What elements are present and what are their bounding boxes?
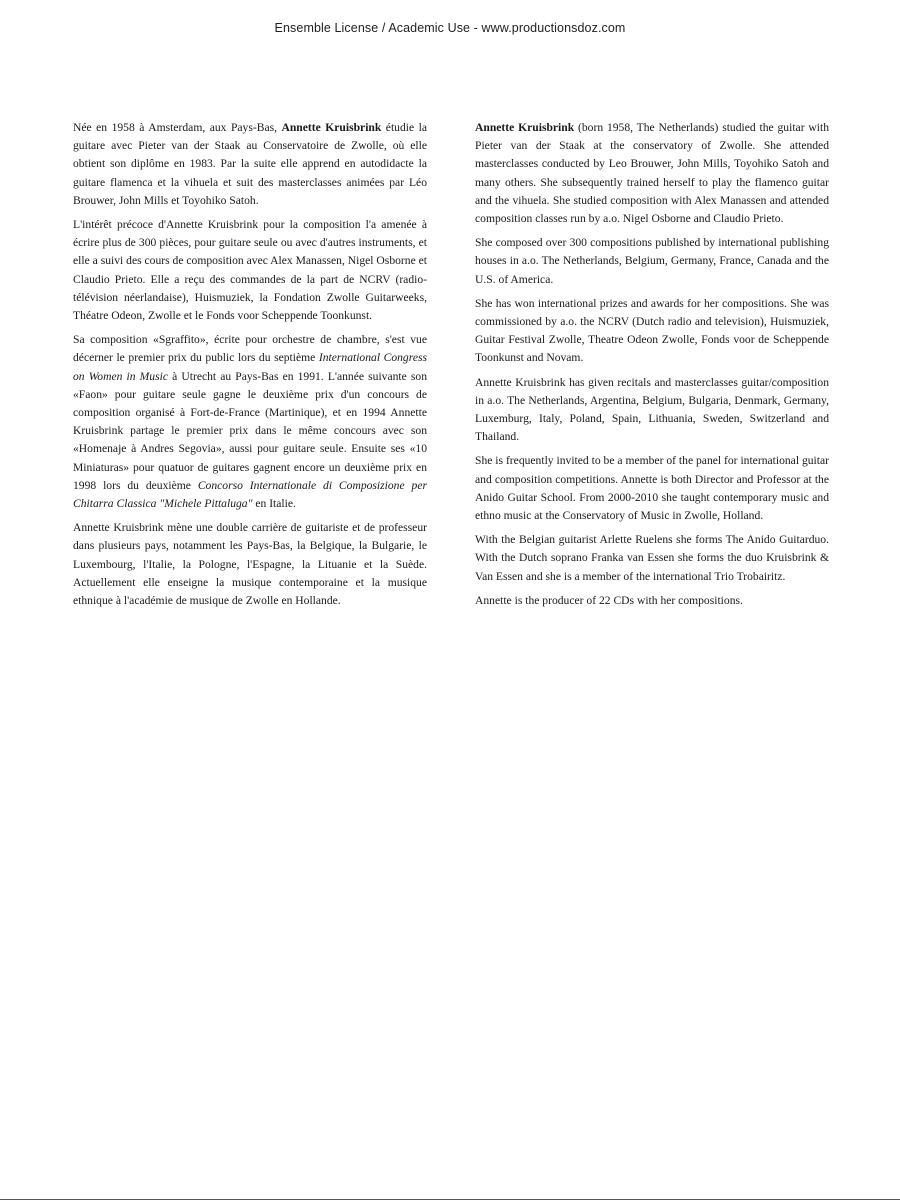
concorso-title: Concorso Internationale di Composizione per Chitarra Classica "Michele Pittaluga"	[73, 478, 427, 511]
english-paragraph-2: She composed over 300 compositions published by international publishing houses in a.o. The Netherlands, Belgium, Germany, France, Canada and the U.S. of America.	[475, 236, 829, 286]
french-paragraph-2: L'intérêt précoce d'Annette Kruisbrink pour la composition l'a amenée à écrire plus de 300 pièces, pour guitare seule ou avec d'autres instruments, et elle a suivi des cours de composition avec Alex Manassen, Nigel Osborne et Claudio Prieto. Elle a reçu des commandes de la part de NCRV (radio-télévision néerlandaise), Huismuziek, la Fondation Zwolle Guitarweeks, Théatre Odeon, Zwolle et le Fonds voor Scheppende Toonkunst.	[73, 218, 427, 323]
english-p1-body: (born 1958, The Netherlands) studied the guitar with Pieter van der Staak at the conservatory of Zwolle. She attended masterclasses conducted by Leo Brouwer, John Mills, Toyohiko Satoh and many others. She subsequently trained herself to play the flamenco guitar and the vihuela. She studied composition with Alex Manassen and attended composition classes run by a.o. Nigel Osborne and Claudio Prieto.	[475, 121, 829, 226]
french-p3-end: en Italie.	[252, 497, 296, 511]
english-paragraph-1	[475, 119, 829, 228]
french-p1-intro: Née en 1958 à Amsterdam, aux Pays-Bas,	[73, 121, 282, 134]
french-paragraph-1	[73, 119, 427, 210]
french-paragraph-3	[73, 331, 427, 513]
english-paragraph-3: She has won international prizes and awards for her compositions. She was commissioned by a.o. the NCRV (Dutch radio and television), Huismuziek, Guitar Festival Zwolle, Theatre Odeon Zwolle, Fonds voor de Scheppende Toonkunst and Novam.	[475, 296, 829, 365]
french-paragraph-4: Annette Kruisbrink mène une double carrière de guitariste et de professeur dans plusieurs pays, notamment les Pays-Bas, la Belgique, la Bulgarie, le Luxembourg, l'Italie, la Pologne, l'Espagne, la Lituanie et la Suède. Actuellement elle enseigne la musique contemporaine et la musique ethnique à l'académie de musique de Zwolle en Hollande.	[73, 521, 427, 608]
english-biography	[475, 119, 829, 616]
french-p3-body: à Utrecht au Pays-Bas en 1991. L'année suivante son «Faon» pour guitare seule gagne le deuxième prix d'un concours de composition organisé à Fort-de-France (Martinique), et en 1994 Annette Kruisbrink partage le premier prix dans le même concours avec son «Homenaje à Andres Segovia», aussi pour guitare seule. Ensuite ses «10 Miniaturas» pour quatuor de guitares gagnent encore un deuxième prix en 1998 lors du deuxième	[73, 369, 427, 492]
english-paragraph-6: With the Belgian guitarist Arlette Ruelens she forms The Anido Guitarduo. With the Dutch soprano Franka van Essen she forms the duo Kruisbrink & Van Essen and she is a member of the international Trio Trobairitz.	[475, 533, 829, 583]
license-header: Ensemble License / Academic Use - www.productionsdoz.com	[274, 21, 626, 35]
french-p3-intro: Sa composition «Sgraffito», écrite pour orchestre de chambre, s'est vue décerner le premier prix du public lors du septième	[73, 333, 427, 365]
english-paragraph-4: Annette Kruisbrink has given recitals and masterclasses guitar/composition in a.o. The Netherlands, Argentina, Belgium, Bulgaria, Denmark, Germany, Luxemburg, Italy, Poland, Spain, Lithuania, Sweden, Switzerland and Thailand.	[475, 375, 829, 444]
french-biography	[73, 119, 427, 616]
composer-name: Annette Kruisbrink	[281, 121, 382, 134]
composer-name: Annette Kruisbrink	[475, 121, 575, 134]
english-paragraph-7: Annette is the producer of 22 CDs with her compositions.	[475, 593, 743, 607]
french-p1-body: étudie la guitare avec Pieter van der Staak au Conservatoire de Zwolle, où elle obtient son diplôme en 1983. Par la suite elle apprend en autodidacte la guitare flamenca et la vihuela et suit des masterclasses animées par Léo Brouwer, John Mills et Toyohiko Satoh.	[73, 121, 427, 207]
congress-title: International Congress on Women in Music	[73, 351, 427, 383]
english-paragraph-5: She is frequently invited to be a member of the panel for international guitar and composition competitions. Annette is both Director and Professor at the Anido Guitar School. From 2000-2010 she taught contemporary music and ethno music at the Conservatory of Music in Zwolle, Holland.	[475, 454, 829, 523]
